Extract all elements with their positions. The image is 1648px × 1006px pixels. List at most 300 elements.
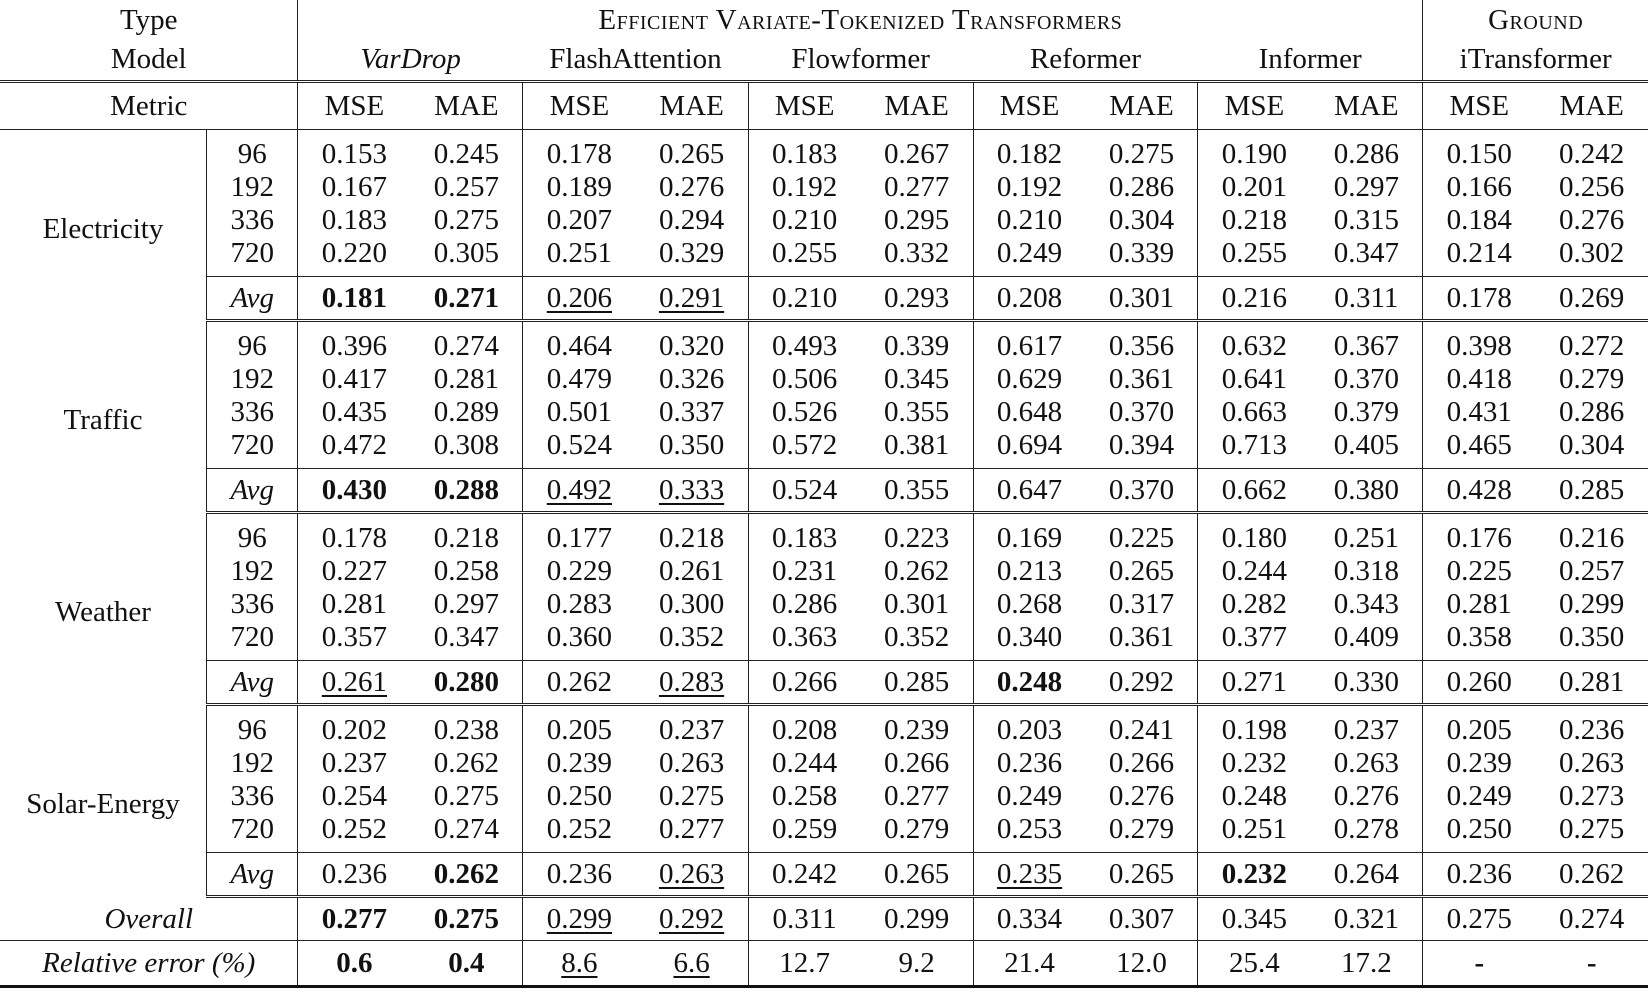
metric-cell xyxy=(748,705,860,748)
metric-cell xyxy=(298,171,410,204)
metric-cell-value: 0.286 xyxy=(1333,138,1399,170)
relative-error-cell-value: 21.4 xyxy=(1004,946,1055,979)
metric-cell-value: 0.360 xyxy=(546,621,613,653)
avg-cell-value: 0.262 xyxy=(433,857,499,890)
metric-cell-value: 0.252 xyxy=(546,813,613,845)
metric-cell-value: 0.205 xyxy=(1446,714,1512,746)
avg-cell xyxy=(748,853,860,897)
metric-cell-value: 0.501 xyxy=(546,396,613,428)
metric-cell xyxy=(1535,747,1648,780)
metric-cell xyxy=(635,396,748,429)
horizon-label: 336 xyxy=(206,396,298,429)
metric-cell-value: 0.218 xyxy=(433,522,499,554)
metric-cell-value: 0.308 xyxy=(433,429,499,461)
metric-cell xyxy=(523,780,636,813)
table-row xyxy=(0,171,1648,204)
metric-cell-value: 0.275 xyxy=(1108,138,1175,170)
relative-error-cell xyxy=(523,941,636,987)
overall-cell-value: 0.274 xyxy=(1559,902,1625,935)
metric-cell xyxy=(410,396,522,429)
metric-cell-value: 0.317 xyxy=(1108,588,1175,620)
metric-cell-value: 0.201 xyxy=(1221,171,1288,203)
metric-cell xyxy=(861,705,973,748)
overall-cell xyxy=(298,897,410,941)
metric-cell xyxy=(1198,321,1310,364)
metric-cell-value: 0.227 xyxy=(321,555,388,587)
metric-cell xyxy=(410,237,522,277)
horizon-label: 96 xyxy=(206,705,298,748)
metric-cell-value: 0.263 xyxy=(1333,747,1399,779)
metric-cell xyxy=(298,780,410,813)
metric-cell-value: 0.281 xyxy=(1446,588,1512,620)
avg-cell-value: 0.380 xyxy=(1333,473,1399,506)
metric-cell xyxy=(1086,621,1198,661)
metric-cell-value: 0.244 xyxy=(1221,555,1288,587)
avg-cell xyxy=(1086,277,1198,321)
metric-cell xyxy=(635,130,748,172)
metric-cell-value: 0.214 xyxy=(1446,237,1512,269)
metric-cell-value: 0.506 xyxy=(772,363,838,395)
metric-cell xyxy=(748,363,860,396)
metric-cell-value: 0.250 xyxy=(546,780,613,812)
avg-cell-value: 0.269 xyxy=(1559,281,1625,314)
avg-cell-value: 0.355 xyxy=(883,473,950,506)
overall-cell xyxy=(1535,897,1648,941)
metric-cell xyxy=(1086,588,1198,621)
overall-cell xyxy=(1198,897,1310,941)
metric-cell xyxy=(973,204,1085,237)
metric-cell-value: 0.275 xyxy=(1559,813,1625,845)
metric-cell-value: 0.229 xyxy=(546,555,613,587)
metric-cell-value: 0.340 xyxy=(996,621,1063,653)
metric-cell xyxy=(973,513,1085,556)
metric-cell-value: 0.216 xyxy=(1559,522,1625,554)
metric-cell-value: 0.629 xyxy=(996,363,1063,395)
metric-cell xyxy=(1535,130,1648,172)
metric-cell-value: 0.339 xyxy=(883,330,950,362)
metric-cell xyxy=(1423,705,1536,748)
metric-cell xyxy=(748,204,860,237)
metric-cell xyxy=(523,588,636,621)
avg-cell xyxy=(1423,277,1536,321)
metric-cell xyxy=(1086,237,1198,277)
metric-cell xyxy=(1086,396,1198,429)
metric-cell xyxy=(298,705,410,748)
avg-cell xyxy=(298,277,410,321)
metric-cell xyxy=(1310,396,1422,429)
metric-cell-value: 0.248 xyxy=(1221,780,1288,812)
metric-cell-value: 0.183 xyxy=(321,204,388,236)
dataset-label: Traffic xyxy=(63,404,143,436)
metric-cell xyxy=(410,429,522,469)
metric-cell xyxy=(410,555,522,588)
metric-cell xyxy=(298,555,410,588)
overall-cell xyxy=(523,897,636,941)
metric-cell-value: 0.262 xyxy=(883,555,950,587)
metric-cell xyxy=(1423,363,1536,396)
metric-cell xyxy=(1198,513,1310,556)
metric-cell-value: 0.279 xyxy=(883,813,950,845)
metric-cell-value: 0.237 xyxy=(1333,714,1399,746)
avg-cell xyxy=(635,277,748,321)
metric-header: MSE xyxy=(523,82,636,130)
avg-cell xyxy=(523,469,636,513)
metric-cell-value: 0.289 xyxy=(433,396,499,428)
metric-cell xyxy=(748,621,860,661)
metric-cell xyxy=(523,429,636,469)
metric-cell xyxy=(635,813,748,853)
metric-cell xyxy=(1198,588,1310,621)
metric-cell-value: 0.431 xyxy=(1446,396,1512,428)
metric-cell xyxy=(861,237,973,277)
relative-error-cell xyxy=(1310,941,1422,987)
overall-cell xyxy=(410,897,522,941)
relative-error-cell-value: - xyxy=(1586,946,1597,979)
metric-cell-value: 0.189 xyxy=(546,171,613,203)
metric-cell xyxy=(748,130,860,172)
metric-cell-value: 0.281 xyxy=(433,363,499,395)
metric-cell-value: 0.210 xyxy=(996,204,1063,236)
avg-cell xyxy=(973,277,1085,321)
metric-cell xyxy=(1310,555,1422,588)
metric-cell-value: 0.250 xyxy=(1446,813,1512,845)
metric-cell xyxy=(523,705,636,748)
metric-cell-value: 0.332 xyxy=(883,237,950,269)
relative-error-cell xyxy=(1423,941,1536,987)
metric-cell xyxy=(523,237,636,277)
metric-cell xyxy=(973,396,1085,429)
avg-cell xyxy=(635,469,748,513)
metric-cell-value: 0.632 xyxy=(1221,330,1288,362)
overall-cell xyxy=(1086,897,1198,941)
metric-cell xyxy=(523,513,636,556)
metric-cell xyxy=(410,780,522,813)
metric-cell-value: 0.435 xyxy=(321,396,388,428)
metric-cell-value: 0.239 xyxy=(546,747,613,779)
avg-cell-value: 0.271 xyxy=(1221,665,1288,698)
metric-cell-value: 0.268 xyxy=(996,588,1063,620)
metric-header: MSE xyxy=(1198,82,1310,130)
model-label: Model xyxy=(110,42,187,75)
metric-cell xyxy=(1086,130,1198,172)
overall-cell-value: 0.277 xyxy=(321,902,388,935)
metric-cell-value: 0.192 xyxy=(996,171,1063,203)
table-row xyxy=(0,321,1648,364)
metric-cell-value: 0.259 xyxy=(772,813,838,845)
metric-cell-value: 0.207 xyxy=(546,204,613,236)
metric-cell-value: 0.286 xyxy=(772,588,838,620)
metric-cell xyxy=(1198,705,1310,748)
metric-cell-value: 0.236 xyxy=(1559,714,1625,746)
metric-cell-value: 0.249 xyxy=(996,780,1063,812)
metric-cell-value: 0.261 xyxy=(658,555,725,587)
metric-cell-value: 0.244 xyxy=(772,747,838,779)
metric-cell xyxy=(635,237,748,277)
avg-cell xyxy=(298,469,410,513)
avg-cell-value: 0.236 xyxy=(1446,857,1512,890)
group-ground-header: Ground xyxy=(1423,0,1648,38)
avg-cell xyxy=(861,853,973,897)
metric-cell xyxy=(635,429,748,469)
metric-cell xyxy=(1535,429,1648,469)
overall-cell xyxy=(635,897,748,941)
metric-cell-value: 0.272 xyxy=(1559,330,1625,362)
metric-cell xyxy=(1310,204,1422,237)
metric-cell xyxy=(410,130,522,172)
metric-cell-value: 0.299 xyxy=(1559,588,1625,620)
avg-cell-value: 0.662 xyxy=(1221,473,1288,506)
avg-cell xyxy=(298,661,410,705)
table-row xyxy=(0,780,1648,813)
horizon-label: 336 xyxy=(206,204,298,237)
metric-cell xyxy=(1198,204,1310,237)
metric-cell-value: 0.180 xyxy=(1221,522,1288,554)
metric-cell xyxy=(523,204,636,237)
avg-cell-value: 0.264 xyxy=(1333,857,1399,890)
metric-cell xyxy=(298,321,410,364)
metric-cell xyxy=(973,130,1085,172)
metric-cell-value: 0.203 xyxy=(996,714,1063,746)
metric-cell xyxy=(1086,429,1198,469)
horizon-label: 720 xyxy=(206,813,298,853)
overall-cell xyxy=(1310,897,1422,941)
metric-cell xyxy=(861,555,973,588)
metric-cell-value: 0.231 xyxy=(772,555,838,587)
avg-cell xyxy=(298,853,410,897)
metric-cell xyxy=(1535,813,1648,853)
metric-cell-value: 0.257 xyxy=(1559,555,1625,587)
metric-cell-value: 0.275 xyxy=(433,204,499,236)
avg-cell xyxy=(1535,853,1648,897)
metric-cell xyxy=(635,321,748,364)
metric-cell xyxy=(1086,513,1198,556)
metric-cell xyxy=(748,237,860,277)
metric-cell-value: 0.648 xyxy=(996,396,1063,428)
metric-cell-value: 0.263 xyxy=(658,747,725,779)
metric-cell-value: 0.237 xyxy=(321,747,388,779)
metric-cell xyxy=(1086,204,1198,237)
metric-cell xyxy=(635,588,748,621)
table-row xyxy=(0,813,1648,853)
metric-cell xyxy=(523,130,636,172)
table-row xyxy=(0,130,1648,172)
metric-cell-value: 0.190 xyxy=(1221,138,1288,170)
metric-cell xyxy=(1198,813,1310,853)
metric-cell xyxy=(748,171,860,204)
metric-cell xyxy=(410,705,522,748)
metric-cell xyxy=(1423,621,1536,661)
avg-cell xyxy=(861,661,973,705)
metric-cell-value: 0.183 xyxy=(772,138,838,170)
avg-cell-value: 0.301 xyxy=(1108,281,1175,314)
avg-cell xyxy=(410,469,522,513)
metric-cell xyxy=(861,130,973,172)
avg-cell-value: 0.265 xyxy=(883,857,950,890)
avg-cell xyxy=(523,661,636,705)
metric-cell xyxy=(523,747,636,780)
table-row xyxy=(0,705,1648,748)
metric-cell-value: 0.418 xyxy=(1446,363,1512,395)
metric-cell xyxy=(973,621,1085,661)
avg-cell xyxy=(1310,853,1422,897)
avg-cell-value: 0.242 xyxy=(772,857,838,890)
horizon-label: 192 xyxy=(206,555,298,588)
metric-cell xyxy=(861,429,973,469)
metric-cell-value: 0.358 xyxy=(1446,621,1512,653)
group-efficient-header: Efficient Variate-Tokenized Transformers xyxy=(298,0,1423,38)
metric-cell xyxy=(1423,747,1536,780)
metric-cell xyxy=(973,321,1085,364)
metric-cell xyxy=(1535,321,1648,364)
metric-cell xyxy=(861,396,973,429)
metric-cell-value: 0.266 xyxy=(1108,747,1175,779)
avg-cell xyxy=(1310,661,1422,705)
overall-cell-value: 0.299 xyxy=(883,902,950,935)
metric-cell xyxy=(410,363,522,396)
metric-cell-value: 0.347 xyxy=(433,621,499,653)
metric-cell-value: 0.223 xyxy=(883,522,950,554)
metric-cell-value: 0.465 xyxy=(1446,429,1512,461)
metric-cell-value: 0.220 xyxy=(321,237,388,269)
metric-cell xyxy=(973,237,1085,277)
metric-cell xyxy=(298,363,410,396)
metric-cell xyxy=(1310,130,1422,172)
metric-cell xyxy=(1198,429,1310,469)
avg-cell xyxy=(1198,661,1310,705)
metric-cell-value: 0.218 xyxy=(1221,204,1288,236)
metric-cell xyxy=(298,204,410,237)
metric-cell xyxy=(410,171,522,204)
metric-header: MAE xyxy=(1086,82,1198,130)
avg-row xyxy=(0,661,1648,705)
metric-cell xyxy=(1086,780,1198,813)
metric-cell xyxy=(861,321,973,364)
overall-cell-value: 0.275 xyxy=(1446,902,1512,935)
relative-error-cell xyxy=(1535,941,1648,987)
relative-error-cell-value: 12.7 xyxy=(779,946,831,979)
metric-cell xyxy=(748,747,860,780)
metric-cell-value: 0.263 xyxy=(1559,747,1625,779)
metric-cell-value: 0.192 xyxy=(772,171,838,203)
avg-cell xyxy=(861,277,973,321)
metric-cell-value: 0.249 xyxy=(996,237,1063,269)
metric-cell xyxy=(1423,204,1536,237)
table-row xyxy=(0,513,1648,556)
metric-cell xyxy=(635,513,748,556)
metric-cell xyxy=(1423,130,1536,172)
metric-cell xyxy=(861,588,973,621)
relative-error-cell xyxy=(973,941,1085,987)
metric-cell-value: 0.265 xyxy=(658,138,725,170)
metric-cell-value: 0.275 xyxy=(433,780,499,812)
avg-cell xyxy=(410,277,522,321)
metric-cell xyxy=(1423,588,1536,621)
metric-cell-value: 0.417 xyxy=(321,363,388,395)
metric-cell xyxy=(1423,396,1536,429)
metric-cell xyxy=(1535,396,1648,429)
avg-cell-value: 0.236 xyxy=(321,857,388,890)
avg-cell xyxy=(1535,469,1648,513)
metric-cell xyxy=(748,321,860,364)
metric-cell-value: 0.339 xyxy=(1108,237,1175,269)
avg-cell xyxy=(410,661,522,705)
metric-cell xyxy=(1198,396,1310,429)
overall-cell xyxy=(1423,897,1536,941)
avg-cell-value: 0.280 xyxy=(433,665,499,698)
metric-cell-value: 0.255 xyxy=(772,237,838,269)
metric-cell-value: 0.213 xyxy=(996,555,1063,587)
metric-cell-value: 0.276 xyxy=(1333,780,1399,812)
avg-cell-value: 0.330 xyxy=(1333,665,1399,698)
avg-row xyxy=(0,853,1648,897)
type-label: Type xyxy=(119,3,178,36)
metric-cell-value: 0.370 xyxy=(1108,396,1175,428)
metric-cell-value: 0.377 xyxy=(1221,621,1288,653)
horizon-label: 96 xyxy=(206,513,298,556)
metric-cell xyxy=(861,204,973,237)
metric-cell-value: 0.396 xyxy=(321,330,388,362)
metric-cell-value: 0.343 xyxy=(1333,588,1399,620)
metric-cell-value: 0.294 xyxy=(658,204,725,236)
metric-cell-value: 0.617 xyxy=(996,330,1063,362)
metric-cell xyxy=(861,747,973,780)
relative-error-cell xyxy=(298,941,410,987)
header-row-model xyxy=(0,38,1648,82)
metric-cell-value: 0.363 xyxy=(772,621,838,653)
metric-cell xyxy=(1535,705,1648,748)
metric-cell xyxy=(861,780,973,813)
table-row xyxy=(0,747,1648,780)
avg-label: Avg xyxy=(206,277,298,321)
metric-cell xyxy=(1535,621,1648,661)
metric-cell xyxy=(1423,555,1536,588)
relative-error-cell-value: 0.4 xyxy=(448,946,485,979)
table-row xyxy=(0,396,1648,429)
metric-cell-value: 0.345 xyxy=(883,363,950,395)
horizon-label: 192 xyxy=(206,747,298,780)
metric-cell xyxy=(1086,321,1198,364)
metric-cell-value: 0.239 xyxy=(1446,747,1512,779)
metric-cell-value: 0.256 xyxy=(1559,171,1625,203)
metric-cell xyxy=(298,429,410,469)
metric-cell xyxy=(298,237,410,277)
metric-cell-value: 0.304 xyxy=(1108,204,1175,236)
metric-cell xyxy=(1535,588,1648,621)
relative-error-cell xyxy=(410,941,522,987)
metric-cell-value: 0.326 xyxy=(658,363,725,395)
metric-cell-value: 0.304 xyxy=(1559,429,1625,461)
metric-cell-value: 0.276 xyxy=(658,171,725,203)
metric-cell xyxy=(861,363,973,396)
metric-cell xyxy=(298,813,410,853)
relative-error-cell-value: 0.6 xyxy=(336,946,373,979)
metric-cell-value: 0.357 xyxy=(321,621,388,653)
metric-cell xyxy=(973,705,1085,748)
avg-cell xyxy=(523,277,636,321)
avg-cell-value: 0.265 xyxy=(1108,857,1175,890)
metric-cell-value: 0.249 xyxy=(1446,780,1512,812)
overall-label: Overall xyxy=(0,897,298,941)
avg-cell xyxy=(861,469,973,513)
metric-cell xyxy=(410,204,522,237)
avg-cell xyxy=(973,853,1085,897)
metric-cell-value: 0.254 xyxy=(321,780,388,812)
horizon-label: 96 xyxy=(206,321,298,364)
dataset-label: Solar-Energy xyxy=(26,788,180,820)
metric-cell xyxy=(861,171,973,204)
metric-cell-value: 0.370 xyxy=(1333,363,1399,395)
metric-cell-value: 0.277 xyxy=(883,171,950,203)
